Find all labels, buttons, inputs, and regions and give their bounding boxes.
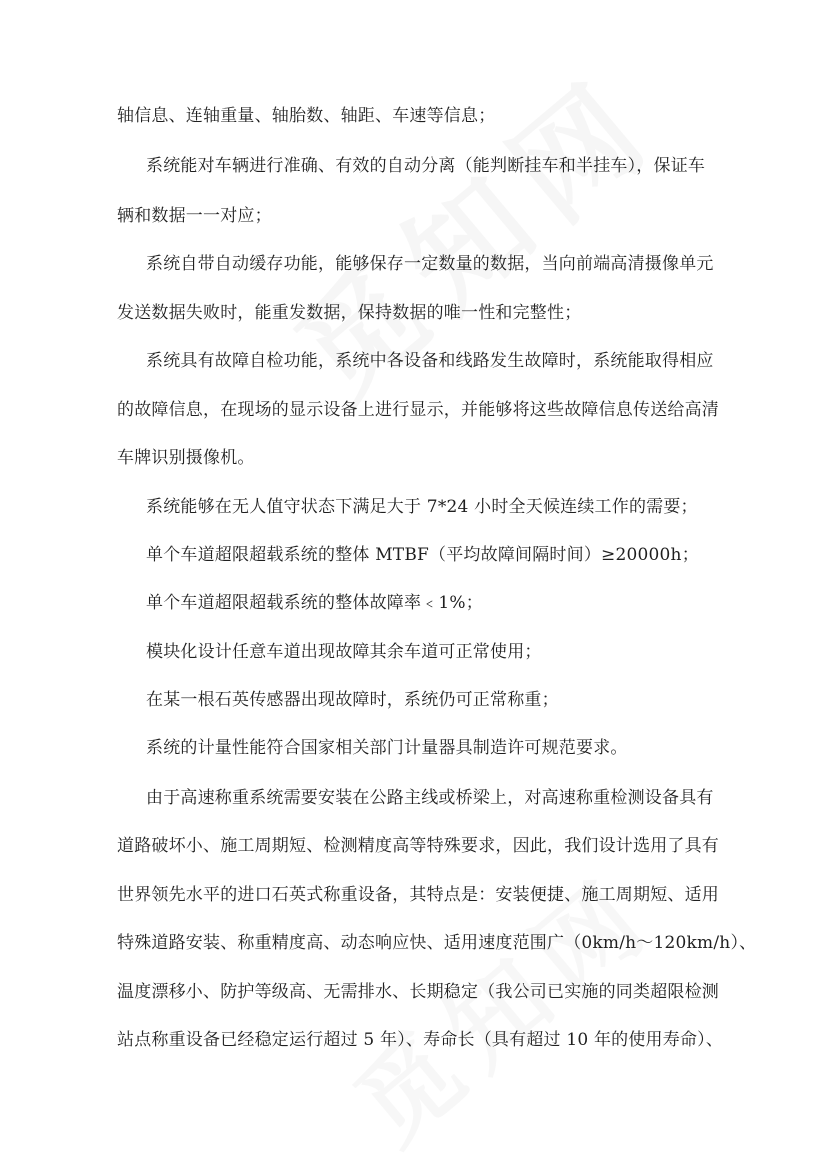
text-line: 发送数据失败时，能重发数据，保持数据的唯一性和完整性； bbox=[117, 303, 582, 323]
text-line: 单个车道超限超载系统的整体故障率﹤1%； bbox=[146, 593, 483, 613]
text-line: 站点称重设备已经稳定运行超过 5 年）、寿命长（具有超过 10 年的使用寿命）、 bbox=[117, 1030, 724, 1050]
text-line: 模块化设计任意车道出现故障其余车道可正常使用； bbox=[146, 642, 542, 662]
text-line: 辆和数据一一对应； bbox=[117, 206, 272, 226]
text-line: 系统的计量性能符合国家相关部门计量器具制造许可规范要求。 bbox=[146, 738, 628, 758]
text-line: 世界领先水平的进口石英式称重设备，其特点是：安装便捷、施工周期短、适用 bbox=[117, 885, 719, 905]
text-line: 道路破坏小、施工周期短、检测精度高等特殊要求，因此，我们设计选用了具有 bbox=[117, 836, 719, 856]
text-line: 特殊道路安装、称重精度高、动态响应快、适用速度范围广（0km/h～120km/h）、 bbox=[117, 933, 757, 953]
text-line: 系统能够在无人值守状态下满足大于 7*24 小时全天候连续工作的需要； bbox=[146, 497, 698, 517]
text-line: 系统自带自动缓存功能，能够保存一定数量的数据，当向前端高清摄像单元 bbox=[146, 254, 714, 274]
text-line: 轴信息、连轴重量、轴胎数、轴距、车速等信息； bbox=[117, 106, 496, 126]
text-line: 温度漂移小、防护等级高、无需排水、长期稳定（我公司已实施的同类超限检测 bbox=[117, 982, 719, 1002]
text-line: 单个车道超限超载系统的整体 MTBF（平均故障间隔时间）≥20000h； bbox=[146, 545, 699, 565]
text-line: 由于高速称重系统需要安装在公路主线或桥梁上，对高速称重检测设备具有 bbox=[146, 788, 714, 808]
text-line: 系统能对车辆进行准确、有效的自动分离（能判断挂车和半挂车），保证车 bbox=[146, 156, 706, 176]
text-line: 车牌识别摄像机。 bbox=[117, 448, 255, 468]
text-line: 的故障信息，在现场的显示设备上进行显示，并能够将这些故障信息传送给高清 bbox=[117, 400, 719, 420]
text-line: 在某一根石英传感器出现故障时，系统仍可正常称重； bbox=[146, 690, 559, 710]
text-line: 系统具有故障自检功能，系统中各设备和线路发生故障时，系统能取得相应 bbox=[146, 351, 714, 371]
